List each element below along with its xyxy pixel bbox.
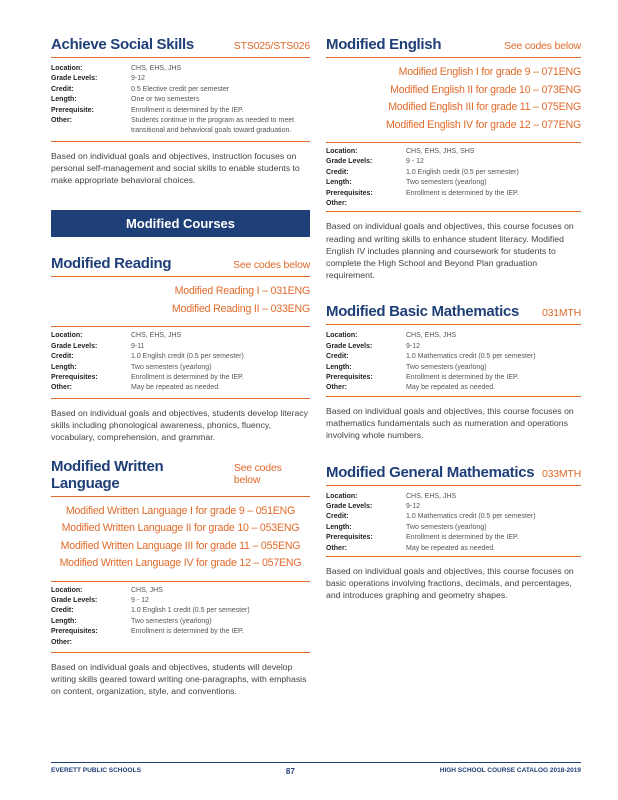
- course-modified-basic-mathematics: [326, 303, 581, 441]
- detail-row: [326, 502, 581, 512]
- detail-label: Other:: [326, 544, 347, 552]
- course-code: STS025/STS026: [233, 40, 310, 52]
- section-banner: Modified Courses: [51, 210, 310, 237]
- detail-row: [326, 512, 581, 522]
- course-code-item: Modified English I for grade 9 – 071ENG: [398, 66, 581, 78]
- course-code: See codes below: [504, 40, 581, 52]
- detail-value: Two semesters (yearlong): [131, 617, 212, 625]
- detail-row: [326, 178, 581, 188]
- detail-row: [326, 492, 581, 502]
- course-details: [326, 492, 581, 554]
- detail-label: Length:: [51, 617, 77, 625]
- footer-district: EVERETT PUBLIC SCHOOLS: [51, 767, 141, 774]
- detail-value: 9-11: [131, 342, 145, 350]
- course-header: [326, 303, 581, 325]
- course-code-item: Modified Written Language IV for grade 12 – 057ENG: [59, 557, 302, 569]
- course-code-item: Modified Written Language II for grade 10 – 053ENG: [61, 522, 300, 534]
- detail-value: May be repeated as needed.: [406, 544, 496, 552]
- detail-row: [51, 586, 310, 596]
- detail-label: Grade Levels:: [326, 342, 373, 350]
- detail-value: 1.0 Mathematics credit (0.5 per semester): [406, 353, 536, 361]
- detail-label: Length:: [326, 523, 352, 531]
- detail-label: Credit:: [51, 607, 74, 615]
- detail-value: Enrollment is determined by the IEP.: [406, 534, 519, 542]
- detail-value: 1.0 English 1 credit (0.5 per semester): [131, 607, 250, 615]
- detail-value: CHS, EHS, JHS: [131, 332, 182, 340]
- detail-row: [51, 95, 310, 105]
- course-header: [326, 36, 581, 58]
- course-code-item: Modified Written Language III for grade 11 – 055ENG: [60, 539, 301, 552]
- course-header: [51, 458, 310, 497]
- detail-row: [51, 85, 310, 95]
- course-modified-english: [326, 36, 581, 281]
- course-code: See codes below: [233, 259, 310, 272]
- page-footer: [51, 762, 581, 776]
- detail-row: [51, 363, 310, 373]
- detail-label: Credit:: [51, 85, 74, 93]
- detail-label: Other:: [51, 117, 72, 125]
- course-description: Based on individual goals and objectives, this course focuses on mathematics fundamentals such as numeration and operations involving whole numbers.: [326, 396, 581, 442]
- course-modified-reading: [51, 255, 310, 443]
- detail-label: Grade Levels:: [326, 502, 373, 510]
- detail-label: Prerequisites:: [326, 189, 373, 197]
- detail-label: Credit:: [326, 513, 349, 521]
- detail-value: Enrollment is determined by the IEP.: [131, 374, 244, 382]
- detail-value: CHS, JHS: [131, 586, 163, 594]
- detail-label: Location:: [51, 586, 83, 594]
- detail-value: 0.5 Elective credit per semester: [131, 85, 230, 93]
- detail-row: [326, 168, 581, 178]
- detail-row: [326, 523, 581, 533]
- detail-row: [326, 147, 581, 157]
- course-title: Modified Reading: [51, 255, 172, 273]
- detail-label: Location:: [326, 148, 358, 155]
- detail-row: [326, 363, 581, 373]
- detail-value: Two semesters (yearlong): [406, 363, 487, 371]
- detail-label: Prerequisites:: [326, 374, 373, 382]
- course-achieve-social-skills: [51, 36, 310, 186]
- page-number: 87: [285, 767, 295, 776]
- detail-label: Grade Levels:: [326, 158, 373, 166]
- course-description: Based on individual goals and objectives, students develop literacy skills including phonological awareness, phonics, fluency, vocabulary, comprehension, and grammar.: [51, 398, 310, 444]
- detail-label: Other:: [326, 200, 347, 208]
- detail-value: 9-12: [406, 342, 421, 350]
- detail-value: Two semesters (yearlong): [406, 523, 487, 531]
- detail-row: [51, 352, 310, 362]
- detail-label: Location:: [51, 65, 83, 72]
- detail-label: Credit:: [51, 353, 74, 361]
- detail-row: [51, 627, 310, 637]
- detail-row: [51, 596, 310, 606]
- detail-row: [51, 606, 310, 616]
- detail-label: Other:: [51, 384, 72, 392]
- detail-value: Two semesters (yearlong): [131, 363, 212, 371]
- course-title: Modified Basic Mathematics: [326, 303, 520, 321]
- course-code-list: [326, 64, 581, 134]
- course-details: [51, 581, 310, 648]
- course-title: Modified General Mathematics: [326, 463, 535, 481]
- course-details: [326, 142, 581, 209]
- detail-label: Location:: [51, 332, 83, 340]
- course-code-item: Modified Written Language I for grade 9 – 051ENG: [65, 504, 296, 517]
- course-modified-written-language: [51, 458, 310, 698]
- detail-value: 1.0 English credit (0.5 per semester): [131, 353, 244, 361]
- detail-row: [51, 373, 310, 383]
- detail-row: [326, 373, 581, 383]
- detail-row: [51, 342, 310, 352]
- detail-value: Two semesters (yearlong): [406, 179, 487, 187]
- course-description: Based on individual goals and objectives, this course focuses on reading and writing skills to enhance student literacy. Modified English IV includes planning and coursework for students to complete the High School and Beyond Plan graduation requirement.: [326, 211, 581, 281]
- detail-label: Credit:: [326, 353, 349, 361]
- detail-value: May be repeated as needed.: [131, 384, 221, 392]
- detail-value: CHS, EHS, JHS: [131, 65, 182, 72]
- detail-label: Location:: [326, 332, 358, 340]
- detail-row: [51, 116, 310, 137]
- detail-value: 1.0 Mathematics credit (0.5 per semester): [406, 513, 536, 521]
- detail-value: One or two semesters: [131, 96, 200, 104]
- detail-label: Prerequisites:: [51, 628, 98, 636]
- detail-label: Prerequisite:: [51, 106, 94, 114]
- detail-value: 9-12: [406, 502, 421, 510]
- detail-row: [51, 638, 310, 648]
- course-details: [326, 331, 581, 393]
- course-header: [326, 464, 581, 486]
- course-code: See codes below: [233, 461, 282, 486]
- detail-row: [51, 617, 310, 627]
- course-description: Based on individual goals and objectives, instruction focuses on personal self-management and social skills to enable students to make appropriate behavioral choices.: [51, 141, 310, 187]
- detail-label: Length:: [51, 96, 77, 104]
- course-code-item: Modified English II for grade 10 – 073ENG: [390, 83, 581, 96]
- detail-row: [51, 383, 310, 393]
- detail-value: 9 - 12: [406, 158, 424, 166]
- detail-value: Enrollment is determined by the IEP.: [406, 189, 519, 197]
- left-column: [51, 36, 310, 698]
- detail-label: Grade Levels:: [51, 596, 98, 604]
- detail-value: Enrollment is determined by the IEP.: [131, 106, 244, 114]
- course-code-list: [51, 503, 310, 573]
- detail-value: Students continue in the program as needed to meet transitional and behavioral goals toward graduation.: [131, 117, 295, 135]
- detail-label: Other:: [51, 638, 72, 646]
- course-code-list: [51, 283, 310, 318]
- detail-row: [326, 352, 581, 362]
- detail-row: [326, 533, 581, 543]
- course-title: Modified English: [326, 36, 442, 53]
- course-title: Achieve Social Skills: [51, 36, 194, 53]
- detail-row: [51, 331, 310, 341]
- course-details: [51, 64, 310, 137]
- detail-label: Prerequisites:: [51, 374, 98, 382]
- detail-row: [51, 64, 310, 74]
- course-details: [51, 326, 310, 393]
- detail-value: Enrollment is determined by the IEP.: [131, 628, 244, 636]
- detail-value: Enrollment is determined by the IEP.: [406, 374, 519, 382]
- detail-label: Grade Levels:: [51, 75, 98, 83]
- detail-row: [51, 106, 310, 116]
- footer-catalog: HIGH SCHOOL COURSE CATALOG 2018-2019: [439, 767, 581, 774]
- course-code: 031MTH: [541, 307, 581, 320]
- detail-row: [326, 199, 581, 209]
- detail-value: 9-12: [131, 75, 146, 83]
- course-code-item: Modified Reading II – 033ENG: [171, 302, 310, 315]
- detail-label: Length:: [326, 179, 352, 187]
- detail-label: Length:: [326, 363, 352, 371]
- right-column: [326, 36, 581, 602]
- detail-value: CHS, EHS, JHS: [406, 332, 457, 340]
- course-header: [51, 255, 310, 277]
- detail-label: Credit:: [326, 168, 349, 176]
- detail-row: [326, 331, 581, 341]
- detail-row: [326, 189, 581, 199]
- course-description: Based on individual goals and objectives, this course focuses on basic operations involving fractions, decimals, and percentages, and introduces graphing and geometry shapes.: [326, 556, 581, 602]
- detail-label: Location:: [326, 492, 358, 500]
- course-modified-general-mathematics: [326, 464, 581, 602]
- course-code-item: Modified English III for grade 11 – 075ENG: [388, 101, 581, 113]
- detail-value: CHS, EHS, JHS: [406, 492, 457, 500]
- detail-label: Grade Levels:: [51, 342, 98, 350]
- course-header: [51, 36, 310, 58]
- course-title: Modified Written Language: [51, 457, 164, 492]
- detail-label: Length:: [51, 363, 77, 371]
- course-code: 033MTH: [541, 467, 581, 480]
- detail-value: May be repeated as needed.: [406, 384, 496, 392]
- detail-row: [326, 157, 581, 167]
- detail-label: Other:: [326, 384, 347, 392]
- course-code-item: Modified Reading I – 031ENG: [174, 285, 310, 298]
- course-description: Based on individual goals and objectives, students will develop writing skills geared toward writing one-paragraphs, with emphasis on content, organization, style, and conventions.: [51, 652, 310, 698]
- detail-label: Prerequisites:: [326, 534, 373, 542]
- detail-value: CHS, EHS, JHS, SHS: [406, 148, 475, 155]
- detail-row: [326, 383, 581, 393]
- detail-value: 9 - 12: [131, 596, 149, 604]
- detail-row: [326, 544, 581, 554]
- detail-row: [326, 342, 581, 352]
- course-code-item: Modified English IV for grade 12 – 077ENG: [386, 118, 581, 131]
- detail-value: 1.0 English credit (0.5 per semester): [406, 168, 519, 176]
- detail-row: [51, 74, 310, 84]
